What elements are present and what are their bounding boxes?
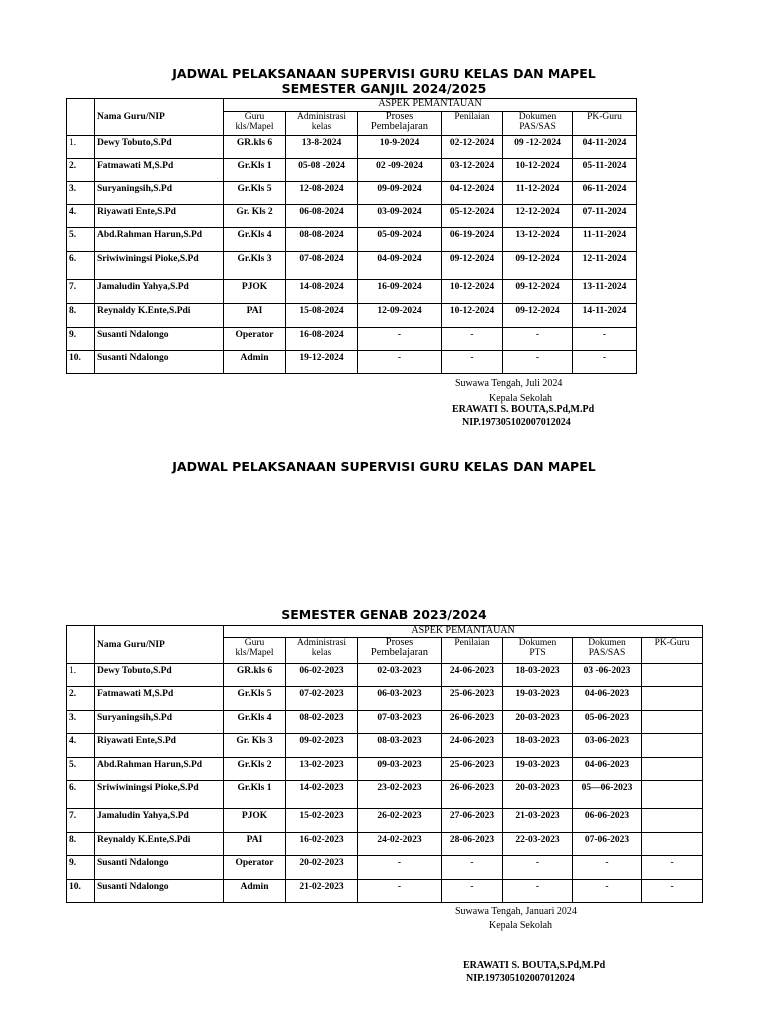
cell-guru: Operator (224, 328, 286, 351)
table-row (67, 880, 703, 903)
cell-proses: - (358, 856, 442, 880)
cell-proses: 08-03-2023 (358, 734, 442, 758)
cell-guru: Gr.Kls 3 (224, 252, 286, 280)
cell-guru: PAI (224, 833, 286, 856)
table-row (67, 734, 703, 758)
cell-nama: Sriwiwiningsi Pioke,S.Pd (95, 252, 224, 280)
cell-pk (642, 833, 703, 856)
cell-no: 8. (67, 304, 95, 328)
cell-pts: 22-03-2023 (503, 833, 573, 856)
cell-nama: Susanti Ndalongo (95, 328, 224, 351)
table-row (67, 280, 637, 304)
cell-no: 5. (67, 758, 95, 781)
table-row (67, 136, 637, 159)
cell-proses: 02 -09-2024 (358, 159, 442, 182)
cell-adm: 07-02-2023 (286, 687, 358, 711)
cell-nama: Suryaningsih,S.Pd (95, 182, 224, 205)
sign1-role: Kepala Sekolah (489, 393, 553, 404)
table-row (67, 228, 637, 252)
cell-pen: 26-06-2023 (442, 781, 503, 809)
cell-proses: - (358, 880, 442, 903)
header-penilaian: Penilaian (442, 112, 503, 136)
sign1-name: ERAWATI S. BOUTA,S.Pd,M.Pd (452, 404, 595, 415)
cell-dok: 09-12-2024 (503, 280, 573, 304)
header-penilaian: Penilaian (442, 638, 503, 664)
cell-proses: 23-02-2023 (358, 781, 442, 809)
cell-no: 2. (67, 687, 95, 711)
table-row (67, 328, 637, 351)
sign2-name: ERAWATI S. BOUTA,S.Pd,M.Pd (463, 960, 606, 971)
cell-pk: - (573, 328, 637, 351)
cell-pk (642, 758, 703, 781)
cell-pen: 10-12-2024 (442, 304, 503, 328)
cell-nama: Abd.Rahman Harun,S.Pd (95, 758, 224, 781)
cell-nama: Reynaldy K.Ente,S.Pdi (95, 304, 224, 328)
cell-guru: GR.kls 6 (224, 136, 286, 159)
cell-no: 5. (67, 228, 95, 252)
cell-pen: 06-19-2024 (442, 228, 503, 252)
cell-pen: - (442, 880, 503, 903)
schedule-table-ganjil (66, 98, 637, 374)
cell-dok: 09 -12-2024 (503, 136, 573, 159)
cell-no: 4. (67, 734, 95, 758)
cell-nama: Riyawati Ente,S.Pd (95, 205, 224, 228)
cell-pas: 06-06-2023 (573, 809, 642, 833)
cell-pts: 19-03-2023 (503, 758, 573, 781)
cell-adm: 08-08-2024 (286, 228, 358, 252)
cell-nama: Jamaludin Yahya,S.Pd (95, 809, 224, 833)
cell-adm: 16-08-2024 (286, 328, 358, 351)
cell-proses: 06-03-2023 (358, 687, 442, 711)
table-row (67, 687, 703, 711)
cell-pas: 04-06-2023 (573, 687, 642, 711)
cell-pk (642, 687, 703, 711)
table-row (67, 252, 637, 280)
cell-adm: 12-08-2024 (286, 182, 358, 205)
cell-no: 9. (67, 856, 95, 880)
cell-pk: - (642, 856, 703, 880)
cell-pen: 02-12-2024 (442, 136, 503, 159)
cell-adm: 14-02-2023 (286, 781, 358, 809)
cell-pts: 21-03-2023 (503, 809, 573, 833)
cell-nama: Fatmawati M,S.Pd (95, 687, 224, 711)
table-row (67, 159, 637, 182)
table-row (67, 758, 703, 781)
cell-guru: Operator (224, 856, 286, 880)
cell-proses: 26-02-2023 (358, 809, 442, 833)
cell-proses: 16-09-2024 (358, 280, 442, 304)
cell-adm: 06-08-2024 (286, 205, 358, 228)
cell-guru: Gr. Kls 2 (224, 205, 286, 228)
cell-adm: 21-02-2023 (286, 880, 358, 903)
cell-pk: 06-11-2024 (573, 182, 637, 205)
cell-adm: 13-02-2023 (286, 758, 358, 781)
cell-nama: Susanti Ndalongo (95, 880, 224, 903)
cell-dok: 11-12-2024 (503, 182, 573, 205)
cell-nama: Riyawati Ente,S.Pd (95, 734, 224, 758)
cell-proses: 09-03-2023 (358, 758, 442, 781)
cell-dok: - (503, 328, 573, 351)
header-proses: Proses Pembelajaran (358, 112, 442, 136)
header-proses: Proses Pembelajaran (358, 638, 442, 664)
cell-pen: 24-06-2023 (442, 734, 503, 758)
cell-pk: 07-11-2024 (573, 205, 637, 228)
header-nama: Nama Guru/NIP (95, 626, 224, 664)
header-administrasi: Administrasi kelas (286, 112, 358, 136)
table-row (67, 833, 703, 856)
header-aspek: ASPEK PEMANTAUAN (224, 99, 637, 112)
cell-guru: Gr.Kls 4 (224, 228, 286, 252)
sign2-place-date: Suwawa Tengah, Januari 2024 (455, 906, 577, 917)
cell-guru: Gr. Kls 3 (224, 734, 286, 758)
table-row (67, 182, 637, 205)
header-guru: Guru kls/Mapel (224, 638, 286, 664)
cell-dok: 09-12-2024 (503, 252, 573, 280)
header-guru: Guru kls/Mapel (224, 112, 286, 136)
cell-dok: 09-12-2024 (503, 304, 573, 328)
cell-proses: 05-09-2024 (358, 228, 442, 252)
cell-no: 6. (67, 781, 95, 809)
table-row (67, 781, 703, 809)
cell-adm: 13-8-2024 (286, 136, 358, 159)
cell-guru: Admin (224, 351, 286, 374)
cell-adm: 15-02-2023 (286, 809, 358, 833)
cell-no: 10. (67, 351, 95, 374)
cell-pen: 26-06-2023 (442, 711, 503, 734)
cell-adm: 16-02-2023 (286, 833, 358, 856)
cell-pas: 07-06-2023 (573, 833, 642, 856)
cell-nama: Suryaningsih,S.Pd (95, 711, 224, 734)
cell-proses: - (358, 328, 442, 351)
cell-no: 8. (67, 833, 95, 856)
cell-nama: Susanti Ndalongo (95, 856, 224, 880)
cell-nama: Fatmawati M,S.Pd (95, 159, 224, 182)
cell-guru: PAI (224, 304, 286, 328)
cell-pas: - (573, 880, 642, 903)
cell-nama: Jamaludin Yahya,S.Pd (95, 280, 224, 304)
cell-pen: 27-06-2023 (442, 809, 503, 833)
cell-pas: 05—06-2023 (573, 781, 642, 809)
cell-no: 3. (67, 711, 95, 734)
cell-adm: 19-12-2024 (286, 351, 358, 374)
cell-nama: Dewy Tobuto,S.Pd (95, 136, 224, 159)
cell-pen: - (442, 351, 503, 374)
header-aspek: ASPEK PEMANTAUAN (224, 626, 703, 638)
cell-no: 7. (67, 280, 95, 304)
cell-pen: 09-12-2024 (442, 252, 503, 280)
table-row (67, 664, 703, 687)
cell-pen: 24-06-2023 (442, 664, 503, 687)
title-jadwal-2: JADWAL PELAKSANAAN SUPERVISI GURU KELAS DAN MAPEL (172, 459, 596, 474)
cell-pts: 20-03-2023 (503, 781, 573, 809)
cell-pk: 11-11-2024 (573, 228, 637, 252)
cell-dok: 12-12-2024 (503, 205, 573, 228)
cell-pk: 04-11-2024 (573, 136, 637, 159)
cell-no: 4. (67, 205, 95, 228)
cell-no: 7. (67, 809, 95, 833)
sign1-nip: NIP.197305102007012024 (462, 417, 571, 428)
cell-pk (642, 809, 703, 833)
cell-guru: Gr.Kls 4 (224, 711, 286, 734)
cell-guru: Admin (224, 880, 286, 903)
table-row (67, 711, 703, 734)
cell-guru: PJOK (224, 280, 286, 304)
cell-no: 6. (67, 252, 95, 280)
cell-adm: 06-02-2023 (286, 664, 358, 687)
cell-proses: 10-9-2024 (358, 136, 442, 159)
cell-pen: 25-06-2023 (442, 758, 503, 781)
cell-proses: - (358, 351, 442, 374)
sign1-place-date: Suwawa Tengah, Juli 2024 (455, 378, 563, 389)
cell-pk (642, 781, 703, 809)
cell-no: 1. (67, 664, 95, 687)
cell-pen: 10-12-2024 (442, 280, 503, 304)
cell-no: 9. (67, 328, 95, 351)
cell-pts: 18-03-2023 (503, 664, 573, 687)
cell-pas: - (573, 856, 642, 880)
cell-guru: Gr.Kls 5 (224, 687, 286, 711)
cell-guru: Gr.Kls 1 (224, 159, 286, 182)
cell-proses: 02-03-2023 (358, 664, 442, 687)
cell-pts: - (503, 880, 573, 903)
cell-pk (642, 664, 703, 687)
title-jadwal-1: JADWAL PELAKSANAAN SUPERVISI GURU KELAS DAN MAPEL (172, 66, 596, 81)
cell-pen: - (442, 856, 503, 880)
cell-guru: Gr.Kls 2 (224, 758, 286, 781)
cell-no: 10. (67, 880, 95, 903)
cell-no: 3. (67, 182, 95, 205)
cell-pts: - (503, 856, 573, 880)
table-row (67, 351, 637, 374)
cell-guru: PJOK (224, 809, 286, 833)
cell-pas: 03-06-2023 (573, 734, 642, 758)
cell-adm: 08-02-2023 (286, 711, 358, 734)
cell-pk: 14-11-2024 (573, 304, 637, 328)
cell-nama: Susanti Ndalongo (95, 351, 224, 374)
cell-pk: - (573, 351, 637, 374)
cell-adm: 20-02-2023 (286, 856, 358, 880)
cell-adm: 14-08-2024 (286, 280, 358, 304)
cell-pen: 25-06-2023 (442, 687, 503, 711)
cell-nama: Reynaldy K.Ente,S.Pdi (95, 833, 224, 856)
header-dokumen-pas: Dokumen PAS/SAS (573, 638, 642, 664)
table-row (67, 304, 637, 328)
cell-pas: 04-06-2023 (573, 758, 642, 781)
cell-adm: 05-08 -2024 (286, 159, 358, 182)
cell-dok: 13-12-2024 (503, 228, 573, 252)
cell-nama: Sriwiwiningsi Pioke,S.Pd (95, 781, 224, 809)
cell-no: 1. (67, 136, 95, 159)
header-nama: Nama Guru/NIP (95, 99, 224, 136)
cell-proses: 12-09-2024 (358, 304, 442, 328)
cell-adm: 09-02-2023 (286, 734, 358, 758)
cell-pen: 28-06-2023 (442, 833, 503, 856)
cell-proses: 24-02-2023 (358, 833, 442, 856)
cell-pts: 20-03-2023 (503, 711, 573, 734)
cell-pen: 03-12-2024 (442, 159, 503, 182)
cell-adm: 07-08-2024 (286, 252, 358, 280)
cell-pts: 18-03-2023 (503, 734, 573, 758)
title-semester-genab: SEMESTER GENAB 2023/2024 (281, 607, 487, 622)
cell-guru: Gr.Kls 5 (224, 182, 286, 205)
cell-dok: - (503, 351, 573, 374)
header-dokumen-pts: Dokumen PTS (503, 638, 573, 664)
cell-pk (642, 734, 703, 758)
cell-guru: GR.kls 6 (224, 664, 286, 687)
cell-dok: 10-12-2024 (503, 159, 573, 182)
cell-proses: 03-09-2024 (358, 205, 442, 228)
cell-pk: 12-11-2024 (573, 252, 637, 280)
header-pk-guru: PK-Guru (642, 638, 703, 664)
table-row (67, 205, 637, 228)
cell-pk: 05-11-2024 (573, 159, 637, 182)
table-row (67, 809, 703, 833)
cell-pk (642, 711, 703, 734)
schedule-table-genab (66, 625, 703, 903)
sign2-role: Kepala Sekolah (489, 920, 553, 931)
cell-pas: 03 -06-2023 (573, 664, 642, 687)
cell-pen: 04-12-2024 (442, 182, 503, 205)
sign2-nip: NIP.197305102007012024 (466, 973, 575, 984)
table-row (67, 856, 703, 880)
cell-pts: 19-03-2023 (503, 687, 573, 711)
cell-proses: 04-09-2024 (358, 252, 442, 280)
cell-proses: 07-03-2023 (358, 711, 442, 734)
header-dokumen: Dokumen PAS/SAS (503, 112, 573, 136)
cell-pen: 05-12-2024 (442, 205, 503, 228)
title-semester-ganjil: SEMESTER GANJIL 2024/2025 (281, 81, 487, 96)
cell-no: 2. (67, 159, 95, 182)
cell-nama: Abd.Rahman Harun,S.Pd (95, 228, 224, 252)
cell-guru: Gr.Kls 1 (224, 781, 286, 809)
cell-proses: 09-09-2024 (358, 182, 442, 205)
cell-nama: Dewy Tobuto,S.Pd (95, 664, 224, 687)
header-administrasi: Administrasi kelas (286, 638, 358, 664)
cell-pk: 13-11-2024 (573, 280, 637, 304)
cell-adm: 15-08-2024 (286, 304, 358, 328)
cell-pas: 05-06-2023 (573, 711, 642, 734)
cell-pk: - (642, 880, 703, 903)
cell-pen: - (442, 328, 503, 351)
header-pk-guru: PK-Guru (573, 112, 637, 136)
